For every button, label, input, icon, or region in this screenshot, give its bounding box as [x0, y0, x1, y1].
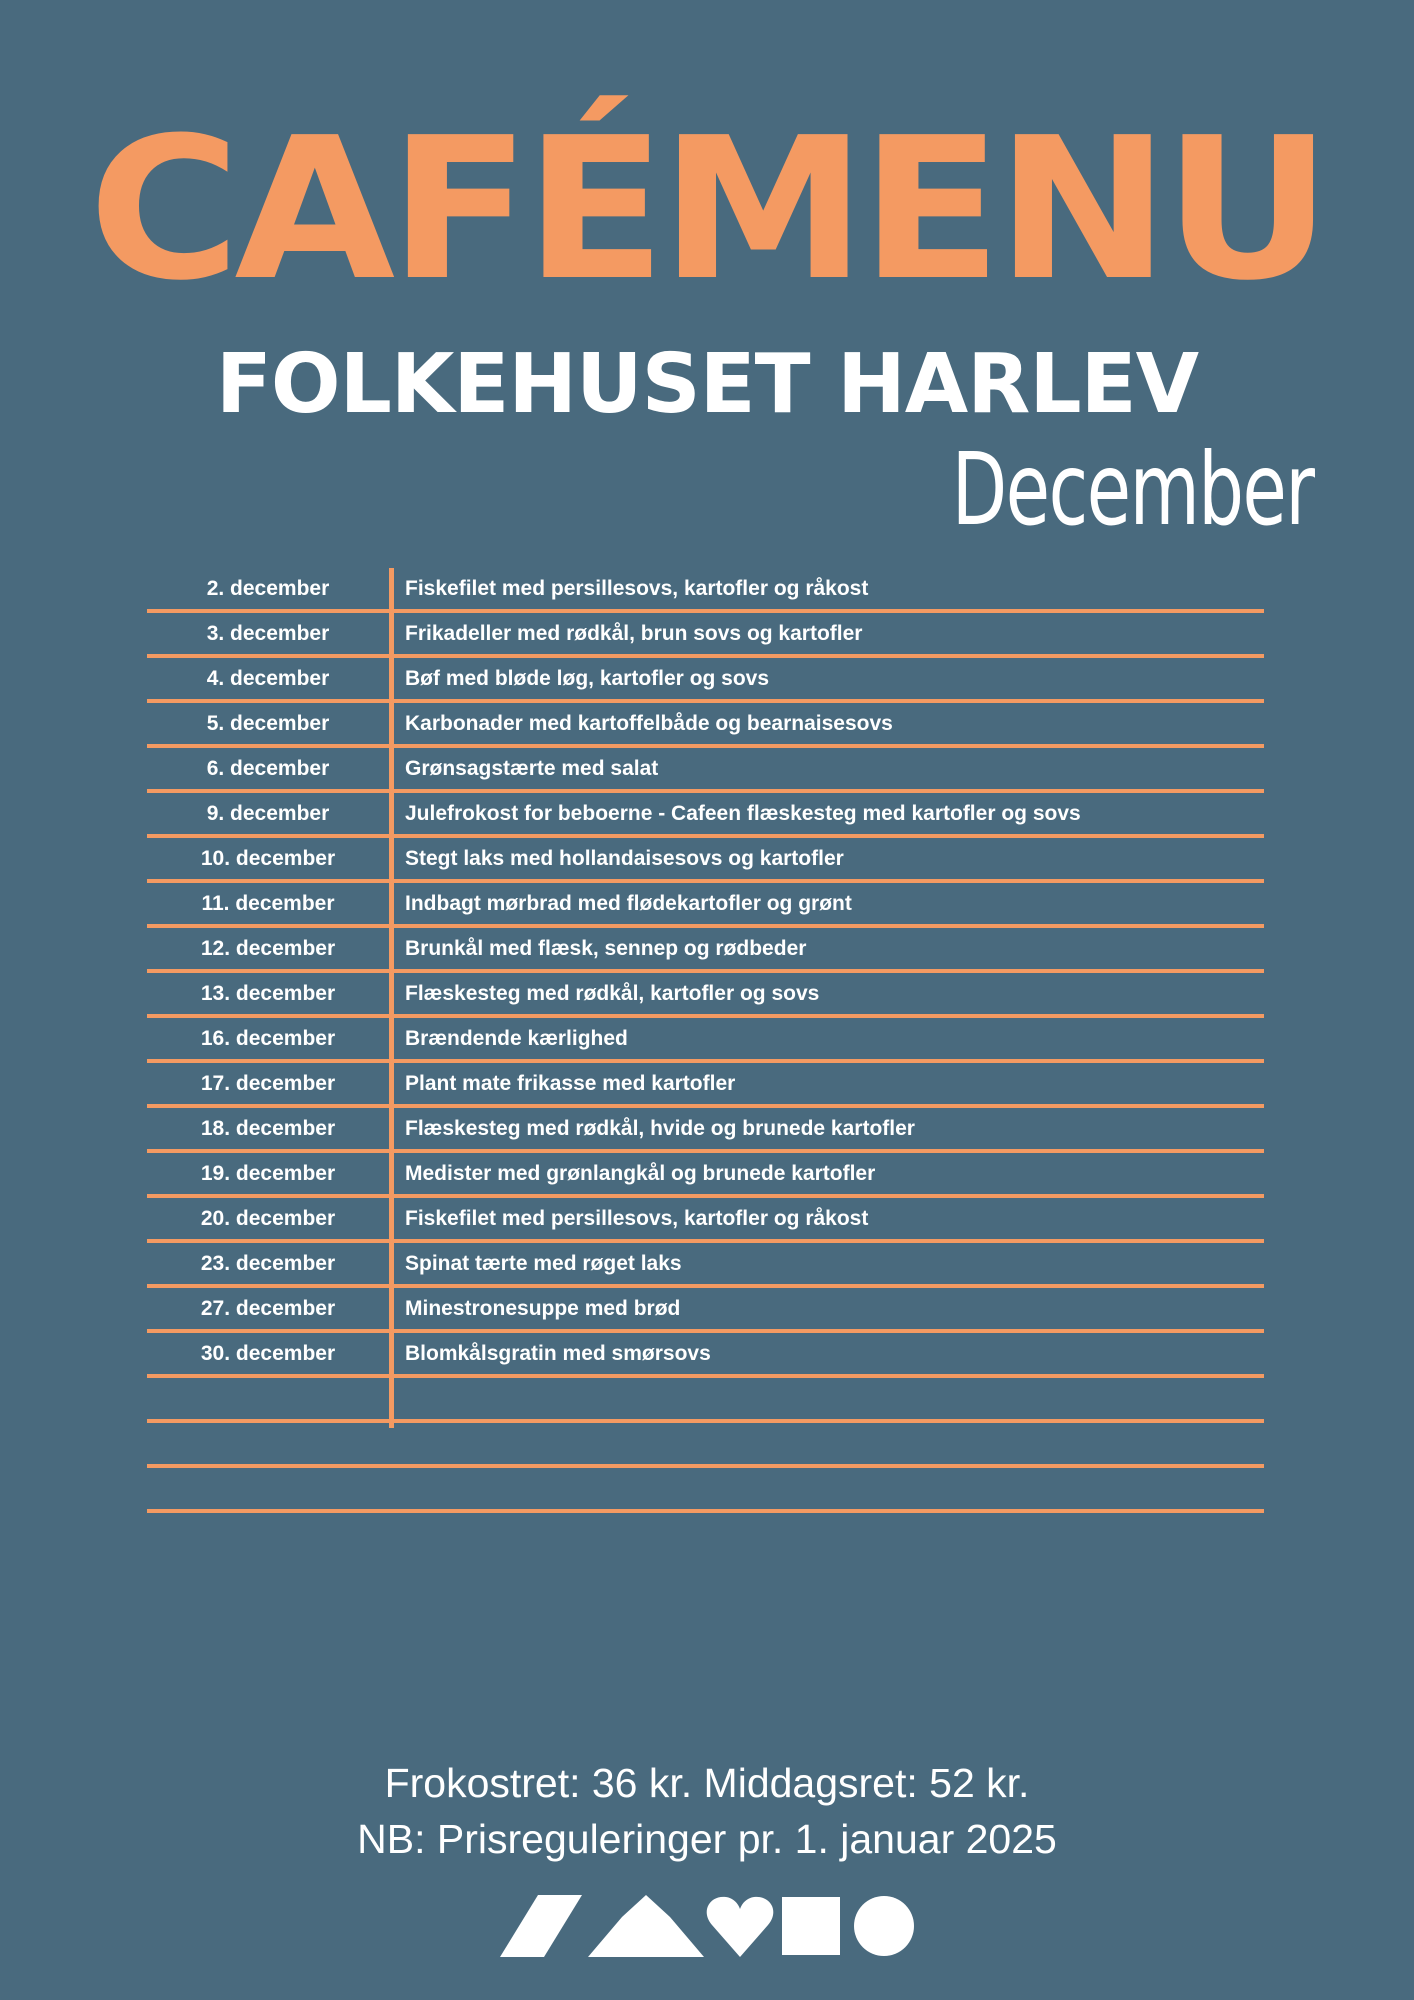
menu-date: 17. december: [200, 1071, 336, 1095]
price-note: NB: Prisreguleringer pr. 1. januar 2025: [357, 1816, 1057, 1862]
menu-date: 19. december: [200, 1161, 336, 1185]
menu-row: [147, 1108, 1264, 1153]
menu-row: [147, 1198, 1264, 1243]
menu-dish: Julefrokost for beboerne - Cafeen flæskesteg med kartofler og sovs: [405, 801, 1081, 825]
menu-row: [147, 703, 1264, 748]
price-info: [0, 1755, 1414, 1867]
menu-date: 23. december: [200, 1251, 336, 1275]
menu-date: 20. december: [200, 1206, 336, 1230]
menu-row: [147, 1333, 1264, 1378]
menu-date: 4. december: [206, 666, 330, 690]
menu-row: [147, 568, 1264, 613]
menu-date: 6. december: [206, 756, 330, 780]
menu-row: [147, 838, 1264, 883]
menu-date: 2. december: [206, 576, 330, 600]
menu-dish: Stegt laks med hollandaisesovs og kartofler: [405, 846, 844, 870]
menu-date: 16. december: [200, 1026, 336, 1050]
menu-date: 18. december: [200, 1116, 336, 1140]
menu-date: 27. december: [200, 1296, 336, 1320]
menu-row: [147, 1018, 1264, 1063]
menu-dish: Minestronesuppe med brød: [405, 1296, 681, 1320]
menu-dish: Brunkål med flæsk, sennep og rødbeder: [405, 936, 807, 960]
menu-dish: Bøf med bløde løg, kartofler og sovs: [405, 666, 770, 690]
menu-row: [147, 973, 1264, 1018]
menu-row: [147, 793, 1264, 838]
heart-shape: [707, 1897, 774, 1957]
venue-name: FOLKEHUSET HARLEV: [215, 337, 1199, 432]
menu-dish: Frikadeller med rødkål, brun sovs og kartofler: [405, 621, 863, 645]
menu-dish: Blomkålsgratin med smørsovs: [405, 1341, 711, 1365]
menu-row: [147, 1153, 1264, 1198]
menu-row: [147, 1288, 1264, 1333]
menu-dish: Brændende kærlighed: [405, 1026, 628, 1050]
menu-date: 13. december: [200, 981, 336, 1005]
menu-dish: Indbagt mørbrad med flødekartofler og grønt: [405, 891, 852, 915]
menu-row: [147, 1243, 1264, 1288]
menu-date: 9. december: [206, 801, 330, 825]
menu-row: [147, 883, 1264, 928]
menu-row: [147, 1468, 1264, 1513]
month-label: December: [952, 431, 1314, 548]
menu-date: 3. december: [206, 621, 330, 645]
menu-table: [147, 568, 1264, 1513]
menu-row: [147, 613, 1264, 658]
menu-date: 12. december: [200, 936, 336, 960]
menu-dish: Plant mate frikasse med kartofler: [405, 1071, 736, 1095]
logo-icon: [500, 1895, 920, 1957]
menu-row: [147, 1378, 1264, 1423]
menu-dish: Fiskefilet med persillesovs, kartofler og råkost: [405, 576, 869, 600]
menu-row: [147, 1063, 1264, 1108]
menu-dish: Flæskesteg med rødkål, kartofler og sovs: [405, 981, 820, 1005]
menu-date: 11. december: [201, 891, 335, 915]
menu-row: [147, 658, 1264, 703]
page-title: CAFÉMENU: [88, 96, 1326, 324]
triangle-shape: [588, 1895, 704, 1957]
parallelogram-shape: [500, 1895, 582, 1957]
square-shape: [782, 1897, 840, 1955]
menu-date: 30. december: [200, 1341, 336, 1365]
menu-row: [147, 748, 1264, 793]
menu-dish: Spinat tærte med røget laks: [405, 1251, 682, 1275]
price-line: Frokostret: 36 kr. Middagsret: 52 kr.: [384, 1760, 1030, 1806]
menu-row: [147, 1423, 1264, 1468]
menu-dish: Karbonader med kartoffelbåde og bearnaisesovs: [405, 711, 893, 735]
menu-date: 10. december: [200, 846, 336, 870]
menu-dish: Fiskefilet med persillesovs, kartofler og råkost: [405, 1206, 869, 1230]
menu-dish: Flæskesteg med rødkål, hvide og brunede kartofler: [405, 1116, 915, 1140]
menu-dish: Grønsagstærte med salat: [405, 756, 659, 780]
menu-row: [147, 928, 1264, 973]
menu-dish: Medister med grønlangkål og brunede kartofler: [405, 1161, 876, 1185]
circle-shape: [854, 1896, 914, 1956]
menu-date: 5. december: [206, 711, 330, 735]
